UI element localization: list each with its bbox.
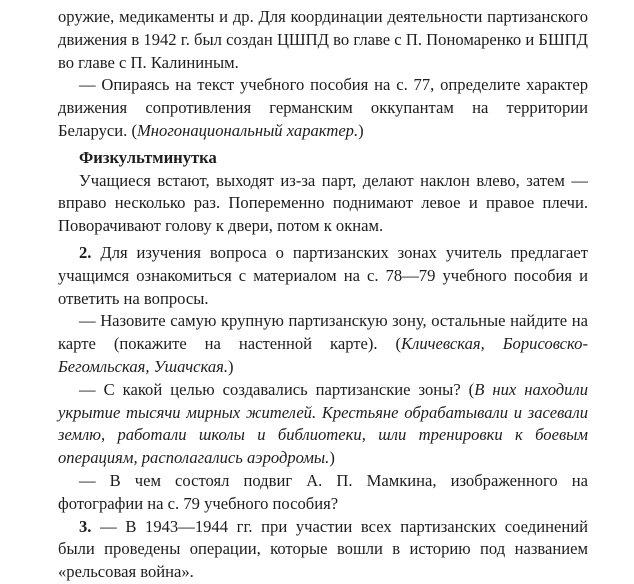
question-paragraph: — В чем состоял подвиг А. П. Мамкина, изображенного на фотографии на с. 79 учебного пособия?	[58, 470, 588, 513]
numbered-paragraph-2	[58, 242, 588, 310]
question-paragraph	[58, 310, 588, 378]
question-text: — С какой целью создавались партизанские зоны? (	[79, 379, 475, 399]
item-text: — В 1943—1944 гг. при участии всех партизанских соединений были проведены операции, которые вошли в историю под названием «рельсовая война».	[58, 516, 588, 582]
closing-paren: )	[358, 120, 364, 140]
item-text: Для изучения вопроса о партизанских зонах учитель предлагает учащимся ознакомиться с материалом на с. 78—79 учебного пособия и ответить на вопросы.	[58, 242, 588, 308]
item-number: 2.	[79, 242, 92, 262]
question-text: — Назовите самую крупную партизанскую зону, остальные найдите на карте (покажите на настенной карте). (	[58, 311, 588, 354]
document-body	[58, 6, 588, 584]
closing-paren: )	[329, 448, 335, 468]
answer-text: Кличевская, Борисовско-Бегомльская, Ушачская.	[58, 334, 588, 376]
section-heading: Физкультминутка	[79, 147, 217, 167]
answer-text: В них находили укрытие тысячи мирных жителей. Крестьяне обрабатывали и засевали землю, работали школы и библиотеки, шли тренировки к боевым операциям, располагались аэродромы.	[58, 379, 589, 468]
question-paragraph	[58, 74, 588, 142]
answer-text: Многонациональный характер.	[136, 120, 359, 140]
question-text: — Опираясь на текст учебного пособия на с. 77, определите характер движения сопротивления германским оккупантам на территории Беларуси. (	[58, 75, 588, 140]
paragraph-continuation: оружие, медикаменты и др. Для координации деятельности партизанского движения в 1942 г. был создан ЦШПД во главе с П. Пономаренко и БШПД во главе с П. Калининым.	[58, 7, 588, 72]
item-number: 3.	[79, 516, 92, 536]
closing-paren: )	[228, 356, 234, 376]
numbered-paragraph-3	[58, 516, 588, 584]
question-paragraph	[58, 379, 588, 470]
exercise-paragraph: Учащиеся встают, выходят из-за парт, делают наклон влево, затем — вправо несколько раз. Попеременно поднимают левое и правое плечи. Поворачивают голову к двери, потом к окнам.	[58, 170, 588, 236]
